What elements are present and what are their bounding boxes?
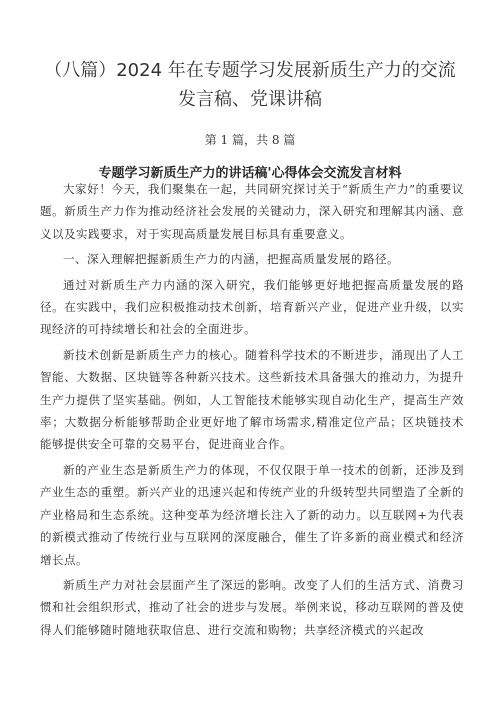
paragraph: 大家好！今天，我们聚集在一起，共同研究探讨关于“新质生产力”的重要议题。新质生产力作为推动经济社会发展的关键动力，深入研究和理解其内涵、意义以及实践要求，对于实现高质量发展目标具有重要意义。 (40, 182, 464, 241)
paragraph: 新质生产力对社会层面产生了深远的影响。改变了人们的生活方式、消费习惯和社会组织形式，推动了社会的进步与发展。举例来说，移动互联网的普及使得人们能够随时随地获取信息、进行交流和购物；共享经济模式的兴起改 (40, 577, 464, 637)
paragraph: 新的产业生态是新质生产力的体现，不仅仅限于单一技术的创新，还涉及到产业生态的重塑。新兴产业的迅速兴起和传统产业的升级转型共同塑造了全新的产业格局和生态系统。这种变革为经济增长注入了新的动力。以互联网+为代表的新模式推动了传统行业与互联网的深度融合，催生了许多新的商业模式和经济增长点。 (40, 462, 464, 567)
paragraph: 一、深入理解把握新质生产力的内涵，把握高质量发展的路径。 (63, 252, 399, 267)
paragraph: 新技术创新是新质生产力的核心。随着科学技术的不断进步，涌现出了人工智能、大数据、区块链等各种新兴技术。这些新技术具备强大的推动力，为提升生产力提供了坚实基础。例如，人工智能技术能够实现自动化生产，提高生产效率；大数据分析能够帮助企业更好地了解市场需求,精准定位产品；区块链技术能够提供安全可靠的交易平台，促进商业合作。 (40, 347, 464, 452)
section-title: 专题学习新质生产力的讲话稿'心得体会交流发言材料 (98, 165, 402, 181)
page-indicator: 第 1 篇，共 8 篇 (204, 133, 296, 147)
document-title: （八篇）2024 年在专题学习发展新质生产力的交流发言稿、党课讲稿 (44, 60, 456, 111)
body-text (40, 178, 464, 644)
paragraph: 通过对新质生产力内涵的深入研究，我们能够更好地把握高质量发展的路径。在实践中，我们应积极推动技术创新，培育新兴产业，促进产业升级，以实现经济的可持续增长和社会的全面进步。 (40, 277, 464, 337)
